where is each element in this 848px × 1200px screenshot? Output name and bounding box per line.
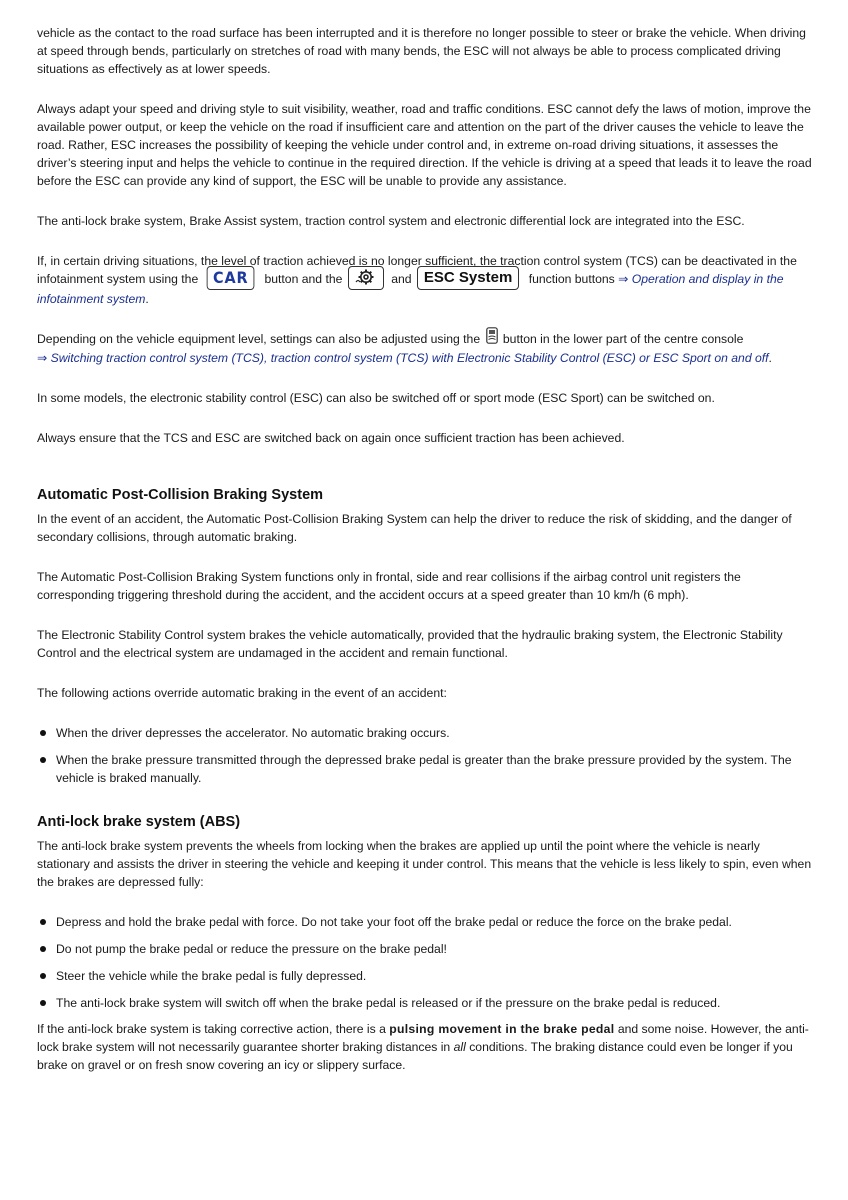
text: button and the [264,272,343,287]
text: . [145,292,149,306]
list-item: Depress and hold the brake pedal with force. Do not take your foot off the brake pedal or reduce the force on the brake pedal. [37,913,812,931]
all-emphasis: all [453,1040,466,1055]
post-collision-paragraph-1: In the event of an accident, the Automatic Post-Collision Braking System can help the driver to reduce the risk of skidding, and the danger of secondary collisions, through automatic braking. [37,512,792,545]
text: function buttons [528,272,615,287]
post-collision-paragraph-3: The Electronic Stability Control system brakes the vehicle automatically, provided that the hydraulic braking system, the Electronic Stability Control and the electrical system are undamaged in the accident and remain functional. [37,628,783,661]
abs-heading: Anti-lock brake system (ABS) [37,814,241,831]
text: If, in certain driving situations, the level of traction achieved is no longer sufficient, the traction control system (TCS) can be deactivated in the infotainment system using the [37,254,797,287]
operation-display-link[interactable]: ⇒ Operation and display in the infotainment system [37,272,784,306]
text: conditions. The braking distance could even be longer if you brake on gravel or on fresh snow covering an icy or slippery surface. [37,1040,793,1073]
text: button in the lower part of the centre console [502,332,744,346]
post-collision-heading: Automatic Post-Collision Braking System [37,487,324,504]
list-item: Steer the vehicle while the brake pedal is fully depressed. [37,967,812,985]
text: . [768,351,772,366]
esc-paragraph-3: The anti-lock brake system, Brake Assist system, traction control system and electronic differential lock are integrated into the ESC. [37,214,745,228]
abs-paragraph-2 [37,1020,812,1074]
text: Depending on the vehicle equipment level, settings can also be adjusted using the [37,332,481,346]
esc-paragraph-2: Always adapt your speed and driving style to suit visibility, weather, road and traffic conditions. ESC cannot defy the laws of motion, improve the available power output, or keep the vehicle on the road if insufficient care and attention on the part of the driver causes the vehicle to leave the road. Rather, ESC increases the possibility of keeping the vehicle under control and, in extreme on-road driving situations, it assesses the driver’s steering input and helps the vehicle to continue in the required direction. If the vehicle is driving at a speed that leads it to leave the road before the ESC can provide any kind of support, the ESC will be unable to provide any assistance. [37,102,812,188]
abs-paragraph-1: The anti-lock brake system prevents the wheels from locking when the brakes are applied up until the point where the vehicle is nearly stationary and assists the driver in steering the vehicle and keeping it under control. This means that the vehicle is less likely to spin, even when the brakes are depressed fully: [37,839,812,890]
esc-paragraph-7: Always ensure that the TCS and ESC are switched back on again once sufficient traction has been achieved. [37,431,625,446]
text: and some noise. However, the anti-lock brake system will not necessarily guarantee shorter braking distances in [37,1022,809,1055]
switching-tcs-esc-link[interactable]: ⇒ Switching traction control system (TCS), traction control system (TCS) with Electronic Stability Control (ESC) or ESC Sport on and off [37,351,769,366]
list-item: The anti-lock brake system will switch off when the brake pedal is released or if the pressure on the brake pedal is reduced. [37,994,812,1012]
esc-paragraph-5 [37,330,812,367]
text: and [391,272,412,287]
settings-gear-button-icon [348,266,384,290]
esc-system-button-icon: ESC System [417,266,519,290]
document-page [37,24,812,1074]
esc-paragraph-4 [37,252,812,308]
abs-bullet-list [37,913,812,1012]
post-collision-bullet-list [37,724,812,787]
car-button-icon: CAR [206,266,254,290]
pulsing-movement-emphasis: pulsing movement in the brake pedal [389,1022,615,1037]
traction-control-button-icon [486,327,498,349]
list-item: When the brake pressure transmitted through the depressed brake pedal is greater than the brake pressure provided by the system. The vehicle is braked manually. [37,751,812,787]
text: If the anti-lock brake system is taking corrective action, there is a [37,1022,386,1037]
esc-paragraph-1: vehicle as the contact to the road surface has been interrupted and it is therefore no longer possible to steer or brake the vehicle. When driving at speed through bends, particularly on stretches of road with many bends, the ESC will not always be able to process complicated driving situations as effectively as at lower speeds. [37,26,806,76]
esc-paragraph-6: In some models, the electronic stability control (ESC) can also be switched off or sport mode (ESC Sport) can be switched on. [37,391,715,406]
post-collision-paragraph-2: The Automatic Post-Collision Braking System functions only in frontal, side and rear collisions if the airbag control unit registers the corresponding triggering threshold during the accident, and the accident occurs at a speed greater than 10 km/h (6 mph). [37,570,741,603]
list-item: Do not pump the brake pedal or reduce the pressure on the brake pedal! [37,940,812,958]
post-collision-paragraph-4: The following actions override automatic braking in the event of an accident: [37,686,447,701]
list-item: When the driver depresses the accelerator. No automatic braking occurs. [37,724,812,742]
